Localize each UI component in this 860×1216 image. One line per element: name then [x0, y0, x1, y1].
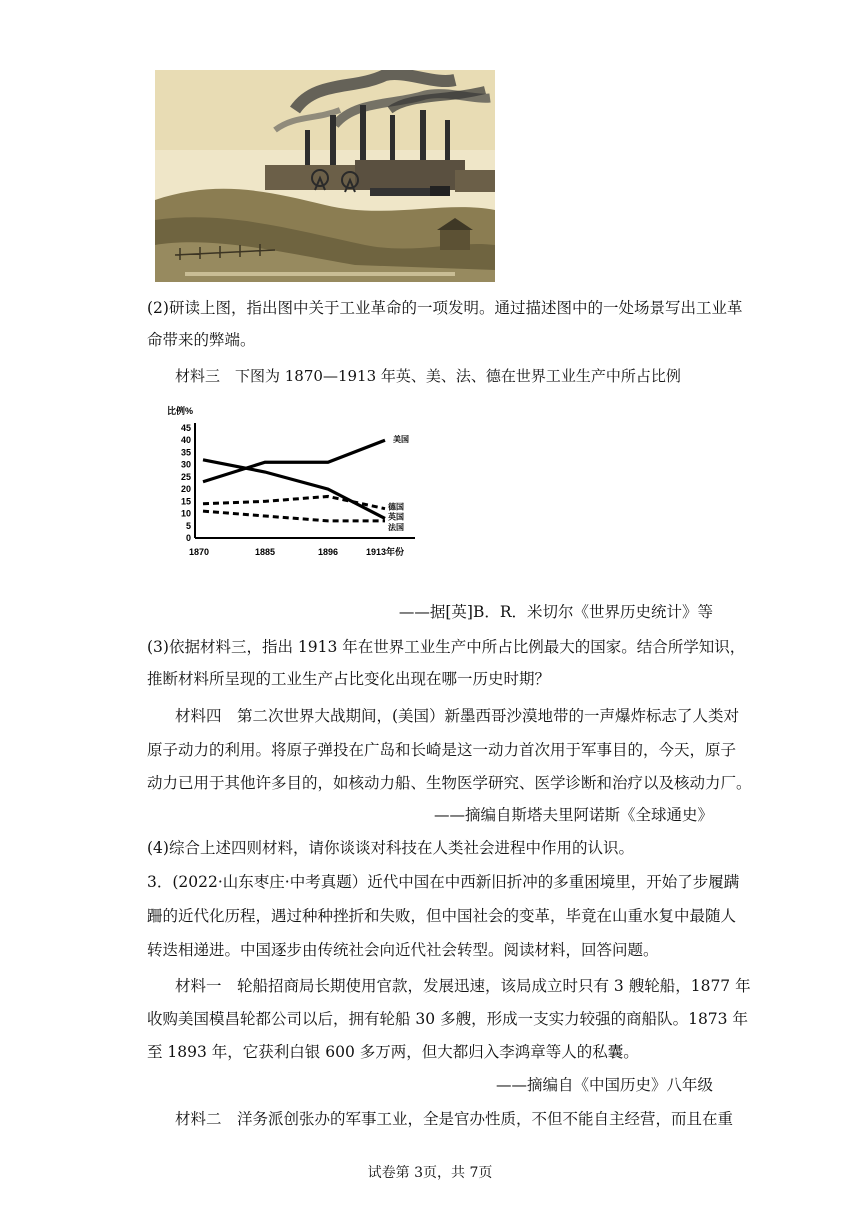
series-label: 美国	[393, 435, 409, 445]
y-tick-label: 0	[185, 533, 191, 543]
series-line	[203, 440, 385, 482]
chart-series	[203, 440, 385, 521]
material4-line1: 材料四 第二次世界大战期间，(美国）新墨西哥沙漠地带的一声爆炸标志了人类对	[175, 707, 740, 725]
q2-line1: (2)研读上图，指出图中关于工业革命的一项发明。通过描述图中的一处场景写出工业革	[147, 299, 743, 317]
y-tick-label: 20	[180, 484, 191, 495]
series-label: 法国	[388, 522, 404, 532]
material2b-line1: 材料二 洋务派创张办的军事工业，全是官办性质，不但不能自主经营，而且在重	[175, 1110, 734, 1128]
q5-line1: 3．(2022·山东枣庄·中考真题）近代中国在中西新旧折冲的多重困境里，开始了步履蹒	[147, 873, 740, 891]
series-line	[203, 511, 385, 521]
y-tick-label: 30	[180, 459, 191, 470]
material3-title: 材料三 下图为 1870—1913 年英、美、法、德在世界工业生产中所占比例	[175, 367, 681, 385]
y-tick-label: 5	[185, 520, 191, 531]
q2-line2: 命带来的弊端。	[147, 331, 256, 349]
chart-labels	[388, 434, 409, 532]
series-line	[203, 460, 385, 519]
x-tick-label: 1870	[189, 547, 210, 557]
y-tick-label: 35	[180, 447, 191, 458]
material1b-line2: 收购美国模昌轮都公司以后，拥有轮船 30 多艘，形成一支实力较强的商船队。1873 年	[147, 1010, 748, 1028]
y-axis-label: 比例%	[167, 406, 194, 416]
x-tick-label: 1913年份	[365, 547, 405, 557]
material1b-source: ——摘编自《中国历史》八年级	[495, 1076, 713, 1094]
series-line	[203, 496, 385, 508]
material4-line2: 原子动力的利用。将原子弹投在广岛和长崎是这一动力首次用于军事目的，今天，原子	[147, 741, 737, 759]
y-tick-label: 10	[180, 508, 191, 519]
y-tick-label: 45	[180, 423, 191, 433]
material3-source: ——据[英]B．R．米切尔《世界历史统计》等	[398, 603, 713, 621]
series-label: 英国	[388, 512, 404, 522]
series-label: 德国	[388, 502, 404, 512]
factory-illustration	[155, 70, 495, 282]
material4-source: ——摘编自斯塔夫里阿诺斯《全球通史》	[433, 806, 713, 824]
page-footer: 试卷第 3页，共 7页	[367, 1165, 493, 1181]
q3-line1: (3)依据材料三，指出 1913 年在世界工业生产中所占比例最大的国家。结合所学知识，	[147, 638, 746, 656]
q5-line3: 转迭相递进。中国逐步由传统社会向近代社会转型。阅读材料，回答问题。	[147, 941, 659, 959]
material4-line3: 动力已用于其他许多目的，如核动力船、生物医学研究、医学诊断和治疗以及核动力厂。	[147, 774, 752, 792]
material1b-line3: 至 1893 年，它获利白银 600 多万两，但大都归入李鸿章等人的私囊。	[147, 1043, 639, 1061]
y-tick-label: 40	[180, 435, 191, 446]
x-tick-label: 1885	[254, 547, 276, 557]
material1b-line1: 材料一 轮船招商局长期使用官款，发展迅速，该局成立时只有 3 艘轮船，1877 年	[175, 977, 751, 995]
q5-line2: 跚的近代化历程，遇过种种挫折和失败，但中国社会的变革，毕竟在山重水复中最随人	[147, 907, 737, 925]
y-tick-label: 15	[180, 496, 191, 507]
q3-line2: 推断材料所呈现的工业生产占比变化出现在哪一历史时期？	[147, 670, 551, 688]
y-tick-label: 25	[180, 471, 191, 482]
industry-share-chart	[165, 398, 435, 568]
q4-line1: (4)综合上述四则材料，请你谈谈对科技在人类社会进程中作用的认识。	[147, 839, 634, 857]
x-tick-label: 1896	[317, 547, 339, 557]
